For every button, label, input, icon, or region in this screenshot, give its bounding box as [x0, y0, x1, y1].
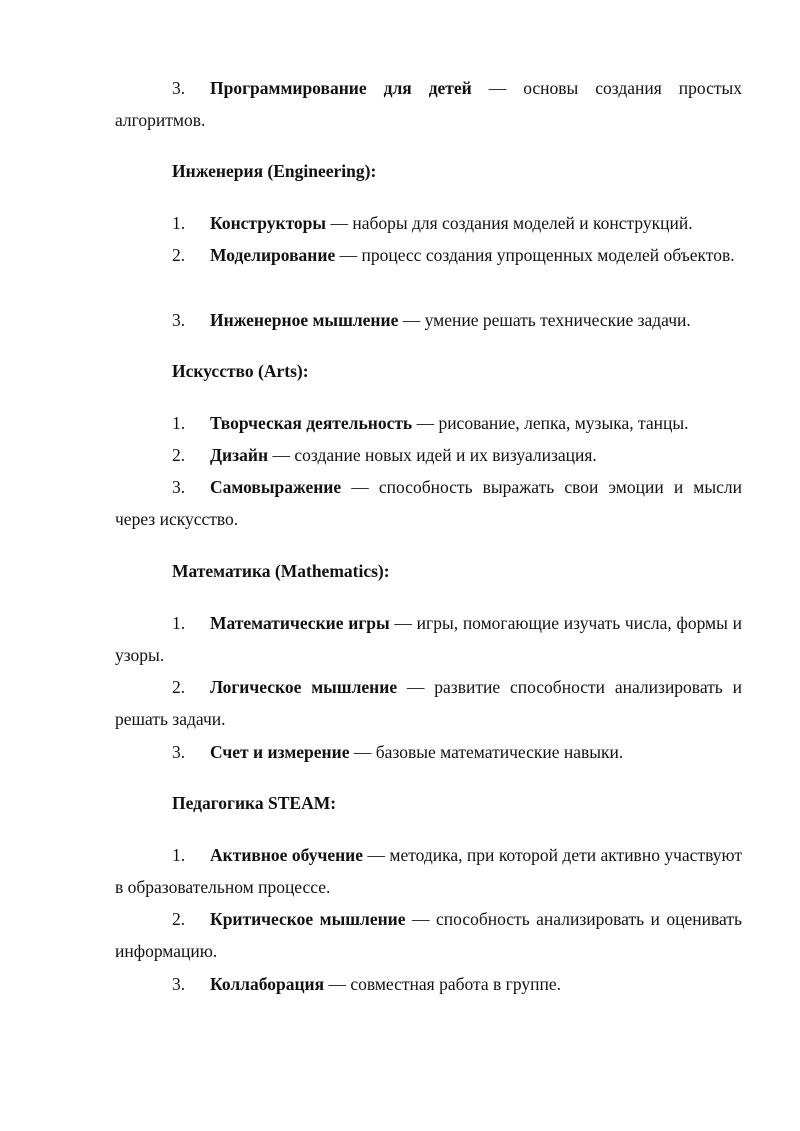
list-description: — базовые математические навыки.	[349, 742, 624, 762]
list-term: Счет и измерение	[210, 742, 350, 762]
list-description: — развитие способности анализировать и решать задачи.	[115, 677, 742, 729]
list-item	[115, 968, 742, 1000]
list-term: Коллаборация	[210, 974, 325, 994]
list-number: 3.	[172, 310, 186, 330]
list-item	[115, 304, 742, 336]
list-term: Математические игры	[210, 613, 390, 633]
list-term: Творческая деятельность	[210, 413, 413, 433]
list-number: 1.	[172, 845, 186, 865]
list-number: 2.	[172, 445, 186, 465]
list-item	[115, 903, 742, 967]
list-number: 2.	[172, 245, 186, 265]
list-number: 1.	[172, 413, 186, 433]
list-description: — совместная работа в группе.	[324, 974, 561, 994]
list-description: — процесс создания упрощенных моделей объектов.	[335, 245, 735, 265]
list-number: 3.	[172, 742, 186, 762]
list-number: 1.	[172, 613, 186, 633]
list-description: — рисование, лепка, музыка, танцы.	[412, 413, 689, 433]
list-description: — основы создания простых алгоритмов.	[115, 78, 742, 130]
list-description: — способность анализировать и оценивать информацию.	[115, 909, 742, 961]
section-heading-mathematics: Математика (Mathematics):	[172, 561, 390, 581]
list-term: Активное обучение	[210, 845, 364, 865]
list-number: 3.	[172, 78, 186, 98]
list-term: Инженерное мышление	[210, 310, 399, 330]
list-number: 1.	[172, 213, 186, 233]
list-item	[115, 671, 742, 735]
list-term: Самовыражение	[210, 477, 342, 497]
list-item	[115, 207, 742, 239]
list-item	[115, 239, 742, 271]
list-item	[115, 736, 742, 768]
list-term: Программирование для детей	[210, 78, 472, 98]
list-number: 3.	[172, 477, 186, 497]
list-item	[115, 839, 742, 903]
list-term: Дизайн	[210, 445, 269, 465]
list-description: — умение решать технические задачи.	[398, 310, 691, 330]
list-number: 2.	[172, 909, 186, 929]
list-term: Конструкторы	[210, 213, 327, 233]
list-term: Моделирование	[210, 245, 336, 265]
list-description: — создание новых идей и их визуализация.	[268, 445, 597, 465]
list-number: 3.	[172, 974, 186, 994]
list-term: Логическое мышление	[210, 677, 398, 697]
section-heading-steam-pedagogy: Педагогика STEAM:	[172, 793, 337, 813]
list-item	[115, 607, 742, 671]
list-item	[115, 471, 742, 535]
list-number: 2.	[172, 677, 186, 697]
list-description: — наборы для создания моделей и конструкций.	[326, 213, 693, 233]
list-description: — способность выражать свои эмоции и мысли через искусство.	[115, 477, 742, 529]
section-heading-arts: Искусство (Arts):	[172, 361, 309, 381]
list-item	[115, 72, 742, 136]
list-description: — методика, при которой дети активно участвуют в образовательном процессе.	[115, 845, 742, 897]
list-term: Критическое мышление	[210, 909, 406, 929]
list-description: — игры, помогающие изучать числа, формы и узоры.	[115, 613, 742, 665]
section-heading-engineering: Инженерия (Engineering):	[172, 161, 377, 181]
list-item	[115, 439, 742, 471]
list-item	[115, 407, 742, 439]
